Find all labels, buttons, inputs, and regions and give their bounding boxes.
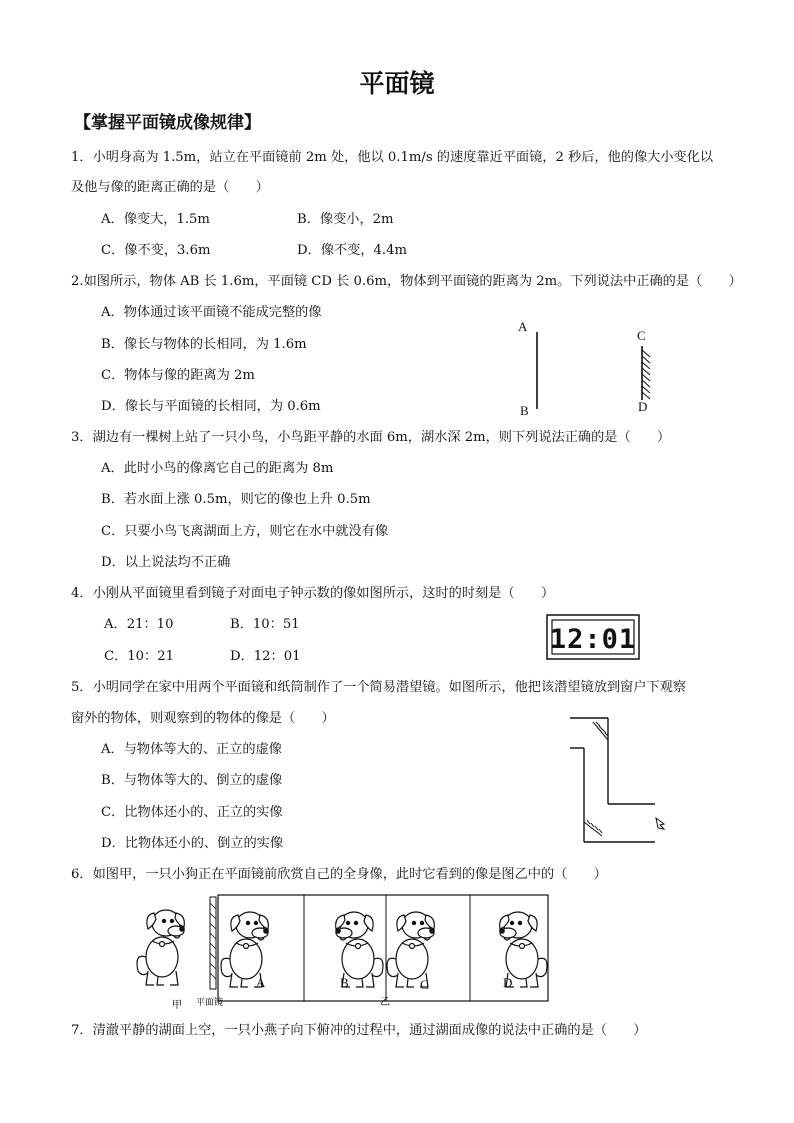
question-4-option-a: A．21：10 — [104, 617, 174, 632]
question-1-option-b: B．像变小，2m — [297, 212, 394, 227]
dog-mirror-figure — [136, 893, 550, 1013]
question-3-option-c: C．只要小鸟飞离湖面上方，则它在水中就没有像 — [101, 524, 389, 539]
panel-label-b: B — [340, 975, 349, 990]
figure-jia-label: 甲 — [172, 1000, 182, 1011]
question-1-stem-cont: 及他与像的距离正确的是（ ） — [71, 180, 269, 195]
question-5-option-d: D．比物体还小的、倒立的实像 — [101, 836, 284, 851]
label-a: A — [518, 319, 528, 334]
question-1-option-c: C．像不变，3.6m — [101, 243, 211, 258]
panel-label-a: A — [256, 975, 266, 990]
dog-original — [137, 910, 184, 985]
figure-yi-label: 乙 — [380, 997, 390, 1008]
label-c: C — [637, 328, 646, 343]
question-1-option-a: A．像变大，1.5m — [101, 212, 210, 227]
question-5-stem: 5．小明同学在家中用两个平面镜和纸筒制作了一个简易潜望镜。如图所示，他把该潜望镜放到窗户下观察 — [71, 680, 687, 695]
question-5-option-a: A．与物体等大的、正立的虚像 — [101, 742, 282, 757]
question-3-option-a: A．此时小鸟的像离它自己的距离为 8m — [101, 461, 334, 476]
panel-label-d: D — [503, 975, 513, 990]
label-d: D — [638, 399, 648, 414]
question-2-option-c: C．物体与像的距离为 2m — [101, 368, 255, 383]
question-1-option-d: D．像不变，4.4m — [297, 243, 407, 258]
eye-icon — [656, 818, 664, 829]
section-heading: 【掌握平面镜成像规律】 — [74, 113, 261, 133]
question-2-option-d: D．像长与平面镜的长相同，为 0.6m — [101, 399, 321, 414]
question-5-option-c: C．比物体还小的、正立的实像 — [101, 805, 283, 820]
mirror-hatching — [642, 350, 650, 399]
question-3-stem: 3．湖边有一棵树上站了一只小鸟，小鸟距平静的水面 6m，湖水深 2m，则下列说法正确的是（ ） — [71, 430, 671, 445]
question-4-option-d: D．12：01 — [230, 649, 301, 664]
bottom-mirror — [584, 820, 602, 836]
question-6-stem: 6．如图甲，一只小狗正在平面镜前欣赏自己的全身像，此时它看到的像是图乙中的（ ） — [71, 867, 607, 882]
object-mirror-figure — [510, 315, 670, 420]
top-mirror — [593, 722, 608, 740]
question-5-stem-cont: 窗外的物体，则观察到的物体的像是（ ） — [71, 711, 335, 726]
question-1-stem: 1．小明身高为 1.5m，站立在平面镜前 2m 处，他以 0.1m/s 的速度靠近平面镜，2 秒后，他的像大小变化以 — [71, 150, 714, 165]
question-4-option-c: C．10：21 — [104, 649, 175, 664]
question-4-option-b: B．10：51 — [230, 617, 300, 632]
question-4-stem: 4．小刚从平面镜里看到镜子对面电子钟示数的像如图所示，这时的时刻是（ ） — [71, 586, 555, 601]
digital-clock-figure — [546, 614, 640, 660]
question-2-stem: 2.如图所示，物体 AB 长 1.6m，平面镜 CD 长 0.6m，物体到平面镜的距离为 2m。下列说法中正确的是（ ） — [71, 274, 742, 289]
label-b: B — [520, 403, 529, 418]
clock-display: 12:01 — [549, 624, 637, 655]
question-3-option-d: D．以上说法均不正确 — [101, 555, 231, 570]
question-5-option-b: B．与物体等大的、倒立的虚像 — [101, 773, 283, 788]
question-3-option-b: B．若水面上涨 0.5m，则它的像也上升 0.5m — [101, 492, 371, 507]
question-2-option-a: A．物体通过该平面镜不能成完整的像 — [101, 305, 322, 320]
panel-label-c: C — [420, 977, 429, 992]
page-title: 平面镜 — [359, 69, 435, 98]
mirror-label: 平面镜 — [196, 998, 224, 1008]
panel-frame — [218, 895, 548, 1001]
dog-option-c — [387, 912, 434, 987]
periscope-tube — [570, 718, 655, 842]
question-7-stem: 7．清澈平静的湖面上空，一只小燕子向下俯冲的过程中，通过湖面成像的说法中正确的是（ ） — [71, 1023, 647, 1038]
question-2-option-b: B．像长与物体的长相同，为 1.6m — [101, 337, 307, 352]
periscope-figure — [560, 714, 672, 848]
mirror-bar — [210, 897, 216, 989]
